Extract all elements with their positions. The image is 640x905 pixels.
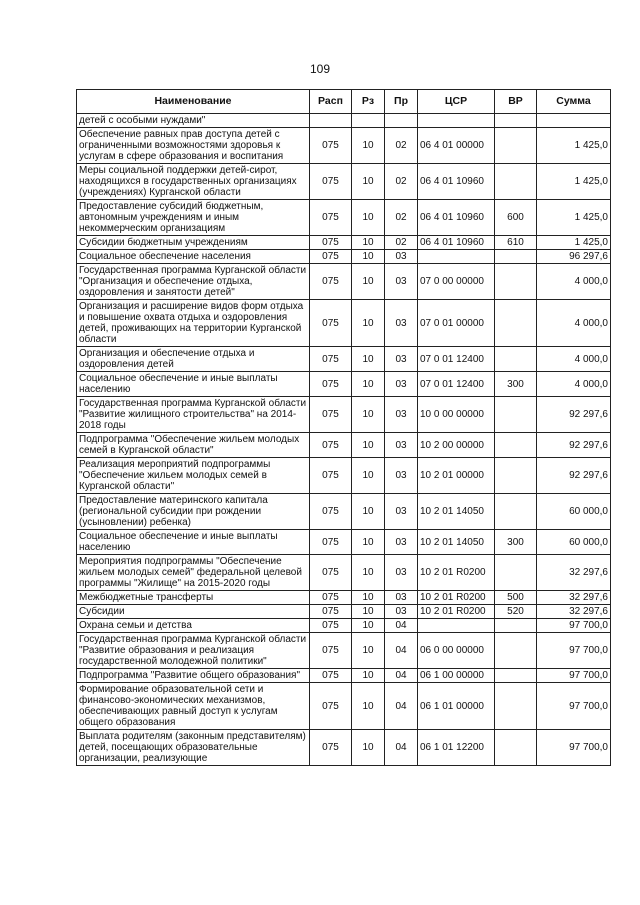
row-rasp: 075 [310,619,352,633]
row-rz: 10 [352,683,385,730]
table-row [77,433,611,458]
row-vr [495,683,537,730]
row-vr [495,458,537,494]
row-name: Социальное обеспечение и иные выплаты населению [77,372,310,397]
row-rasp: 075 [310,433,352,458]
row-csr [418,250,495,264]
row-rz: 10 [352,633,385,669]
row-csr: 06 4 01 00000 [418,128,495,164]
row-vr: 300 [495,372,537,397]
row-sum: 92 297,6 [537,397,611,433]
row-rz: 10 [352,236,385,250]
table-row [77,669,611,683]
row-name: Предоставление материнского капитала (региональной субсидии при рождении (усыновлении) ребенка) [77,494,310,530]
row-rz: 10 [352,347,385,372]
row-pr: 04 [385,669,418,683]
row-sum: 60 000,0 [537,530,611,555]
row-rasp: 075 [310,264,352,300]
table-row [77,683,611,730]
row-vr [495,264,537,300]
row-rasp: 075 [310,730,352,766]
row-name: Межбюджетные трансферты [77,591,310,605]
row-rasp: 075 [310,372,352,397]
row-rasp: 075 [310,458,352,494]
row-name: Государственная программа Курганской области "Развитие образования и реализация государственной молодежной политики" [77,633,310,669]
row-name: Предоставление субсидий бюджетным, автономным учреждениям и иным некоммерческим организациям [77,200,310,236]
row-vr [495,397,537,433]
row-name: Формирование образовательной сети и финансово-экономических механизмов, обеспечивающих равный доступ к услугам общего образования [77,683,310,730]
row-pr: 03 [385,347,418,372]
row-pr: 03 [385,555,418,591]
row-csr: 07 0 01 12400 [418,372,495,397]
table-row [77,633,611,669]
table-row [77,591,611,605]
row-csr: 06 1 01 00000 [418,683,495,730]
table-header-row [77,90,611,114]
row-vr [495,114,537,128]
row-vr: 610 [495,236,537,250]
row-rz: 10 [352,433,385,458]
row-name: Государственная программа Курганской области "Развитие жилищного строительства" на 2014-2018 годы [77,397,310,433]
row-sum: 32 297,6 [537,605,611,619]
row-pr: 03 [385,605,418,619]
row-pr: 03 [385,530,418,555]
header-pr: Пр [385,90,418,114]
row-sum: 97 700,0 [537,730,611,766]
row-name: Подпрограмма "Обеспечение жильем молодых семей в Курганской области" [77,433,310,458]
row-rasp: 075 [310,250,352,264]
row-csr: 10 0 00 00000 [418,397,495,433]
row-pr: 03 [385,433,418,458]
row-sum: 97 700,0 [537,683,611,730]
table-row [77,605,611,619]
row-pr: 03 [385,458,418,494]
row-rz: 10 [352,164,385,200]
header-name: Наименование [77,90,310,114]
row-pr: 02 [385,128,418,164]
row-csr: 06 4 01 10960 [418,164,495,200]
table-row [77,128,611,164]
row-csr: 10 2 01 00000 [418,458,495,494]
row-csr: 10 2 01 R0200 [418,555,495,591]
row-sum: 4 000,0 [537,372,611,397]
row-sum: 4 000,0 [537,347,611,372]
table-row [77,164,611,200]
header-csr: ЦСР [418,90,495,114]
row-vr [495,619,537,633]
row-pr: 03 [385,300,418,347]
table-row [77,530,611,555]
row-name: Субсидии [77,605,310,619]
table-row [77,347,611,372]
row-rz: 10 [352,669,385,683]
row-rz: 10 [352,264,385,300]
row-pr: 02 [385,200,418,236]
row-csr: 10 2 01 R0200 [418,605,495,619]
row-pr: 04 [385,633,418,669]
row-pr: 03 [385,397,418,433]
row-rz: 10 [352,555,385,591]
row-vr [495,494,537,530]
row-csr: 06 1 00 00000 [418,669,495,683]
page-number: 109 [309,62,331,76]
row-rz: 10 [352,300,385,347]
table-body [77,114,611,766]
row-sum: 32 297,6 [537,555,611,591]
header-rz: Рз [352,90,385,114]
row-pr: 03 [385,372,418,397]
row-rz: 10 [352,200,385,236]
row-rasp: 075 [310,591,352,605]
header-sum: Сумма [537,90,611,114]
row-sum [537,114,611,128]
row-rz: 10 [352,250,385,264]
row-csr: 10 2 01 14050 [418,494,495,530]
row-name: Охрана семьи и детства [77,619,310,633]
budget-table [76,89,611,766]
row-vr [495,128,537,164]
row-sum: 32 297,6 [537,591,611,605]
row-vr [495,730,537,766]
row-name: Реализация мероприятий подпрограммы "Обеспечение жильем молодых семей в Курганской области" [77,458,310,494]
row-sum: 1 425,0 [537,128,611,164]
row-rasp: 075 [310,300,352,347]
row-vr: 300 [495,530,537,555]
row-sum: 4 000,0 [537,300,611,347]
row-name: Выплата родителям (законным представителям) детей, посещающих образовательные организации, реализующие [77,730,310,766]
row-rasp [310,114,352,128]
row-rasp: 075 [310,128,352,164]
row-name: Организация и обеспечение отдыха и оздоровления детей [77,347,310,372]
row-rz: 10 [352,397,385,433]
table-row [77,114,611,128]
table-row [77,494,611,530]
row-name: Социальное обеспечение населения [77,250,310,264]
row-rasp: 075 [310,236,352,250]
row-pr: 03 [385,494,418,530]
table-row [77,619,611,633]
row-pr: 04 [385,730,418,766]
table-row [77,300,611,347]
row-rasp: 075 [310,669,352,683]
table-row [77,250,611,264]
row-rz [352,114,385,128]
row-name: Государственная программа Курганской области "Организация и обеспечение отдыха, оздоровления и занятости детей" [77,264,310,300]
row-name: Обеспечение равных прав доступа детей с ограниченными возможностями здоровья к услугам в сфере образования и воспитания [77,128,310,164]
table-row [77,200,611,236]
row-sum: 4 000,0 [537,264,611,300]
row-sum: 97 700,0 [537,619,611,633]
table-row [77,397,611,433]
row-name: Организация и расширение видов форм отдыха и повышение охвата отдыха и оздоровления детей, проживающих на территории Курганской области [77,300,310,347]
row-sum: 92 297,6 [537,458,611,494]
row-vr [495,555,537,591]
row-rz: 10 [352,619,385,633]
row-vr [495,433,537,458]
row-vr: 500 [495,591,537,605]
row-csr: 06 4 01 10960 [418,236,495,250]
row-csr: 06 0 00 00000 [418,633,495,669]
row-csr: 10 2 01 R0200 [418,591,495,605]
row-csr: 07 0 01 00000 [418,300,495,347]
row-csr: 10 2 00 00000 [418,433,495,458]
row-rasp: 075 [310,200,352,236]
row-csr: 06 4 01 10960 [418,200,495,236]
row-sum: 97 700,0 [537,669,611,683]
row-sum: 97 700,0 [537,633,611,669]
row-name: Социальное обеспечение и иные выплаты населению [77,530,310,555]
row-pr: 04 [385,683,418,730]
row-rasp: 075 [310,683,352,730]
table-row [77,236,611,250]
row-csr: 07 0 00 00000 [418,264,495,300]
row-pr: 03 [385,250,418,264]
row-pr [385,114,418,128]
row-rz: 10 [352,372,385,397]
row-name: Субсидии бюджетным учреждениям [77,236,310,250]
row-sum: 1 425,0 [537,236,611,250]
row-vr [495,300,537,347]
row-csr: 07 0 01 12400 [418,347,495,372]
header-vr: ВР [495,90,537,114]
row-pr: 02 [385,236,418,250]
row-vr [495,633,537,669]
row-sum: 92 297,6 [537,433,611,458]
row-name: Меры социальной поддержки детей-сирот, находящихся в государственных организациях (учреждениях) Курганской области [77,164,310,200]
row-pr: 03 [385,591,418,605]
row-sum: 60 000,0 [537,494,611,530]
row-csr [418,114,495,128]
row-rasp: 075 [310,633,352,669]
row-rz: 10 [352,494,385,530]
row-rz: 10 [352,730,385,766]
row-vr [495,669,537,683]
row-vr [495,347,537,372]
row-rz: 10 [352,128,385,164]
row-rasp: 075 [310,397,352,433]
row-sum: 96 297,6 [537,250,611,264]
row-vr: 600 [495,200,537,236]
row-rz: 10 [352,591,385,605]
row-pr: 02 [385,164,418,200]
table-row [77,372,611,397]
header-rasp: Расп [310,90,352,114]
row-name: Мероприятия подпрограммы "Обеспечение жильем молодых семей" федеральной целевой программы "Жилище" на 2015-2020 годы [77,555,310,591]
row-rz: 10 [352,458,385,494]
row-sum: 1 425,0 [537,164,611,200]
row-csr [418,619,495,633]
row-csr: 06 1 01 12200 [418,730,495,766]
row-pr: 04 [385,619,418,633]
row-rasp: 075 [310,605,352,619]
row-rasp: 075 [310,555,352,591]
table-row [77,730,611,766]
table-row [77,555,611,591]
row-rasp: 075 [310,347,352,372]
row-rasp: 075 [310,494,352,530]
row-vr [495,250,537,264]
row-name: детей с особыми нуждами" [77,114,310,128]
row-vr: 520 [495,605,537,619]
row-rasp: 075 [310,164,352,200]
row-rz: 10 [352,530,385,555]
table-row [77,458,611,494]
row-vr [495,164,537,200]
table-row [77,264,611,300]
row-pr: 03 [385,264,418,300]
row-rasp: 075 [310,530,352,555]
row-sum: 1 425,0 [537,200,611,236]
row-csr: 10 2 01 14050 [418,530,495,555]
row-rz: 10 [352,605,385,619]
row-name: Подпрограмма "Развитие общего образования" [77,669,310,683]
